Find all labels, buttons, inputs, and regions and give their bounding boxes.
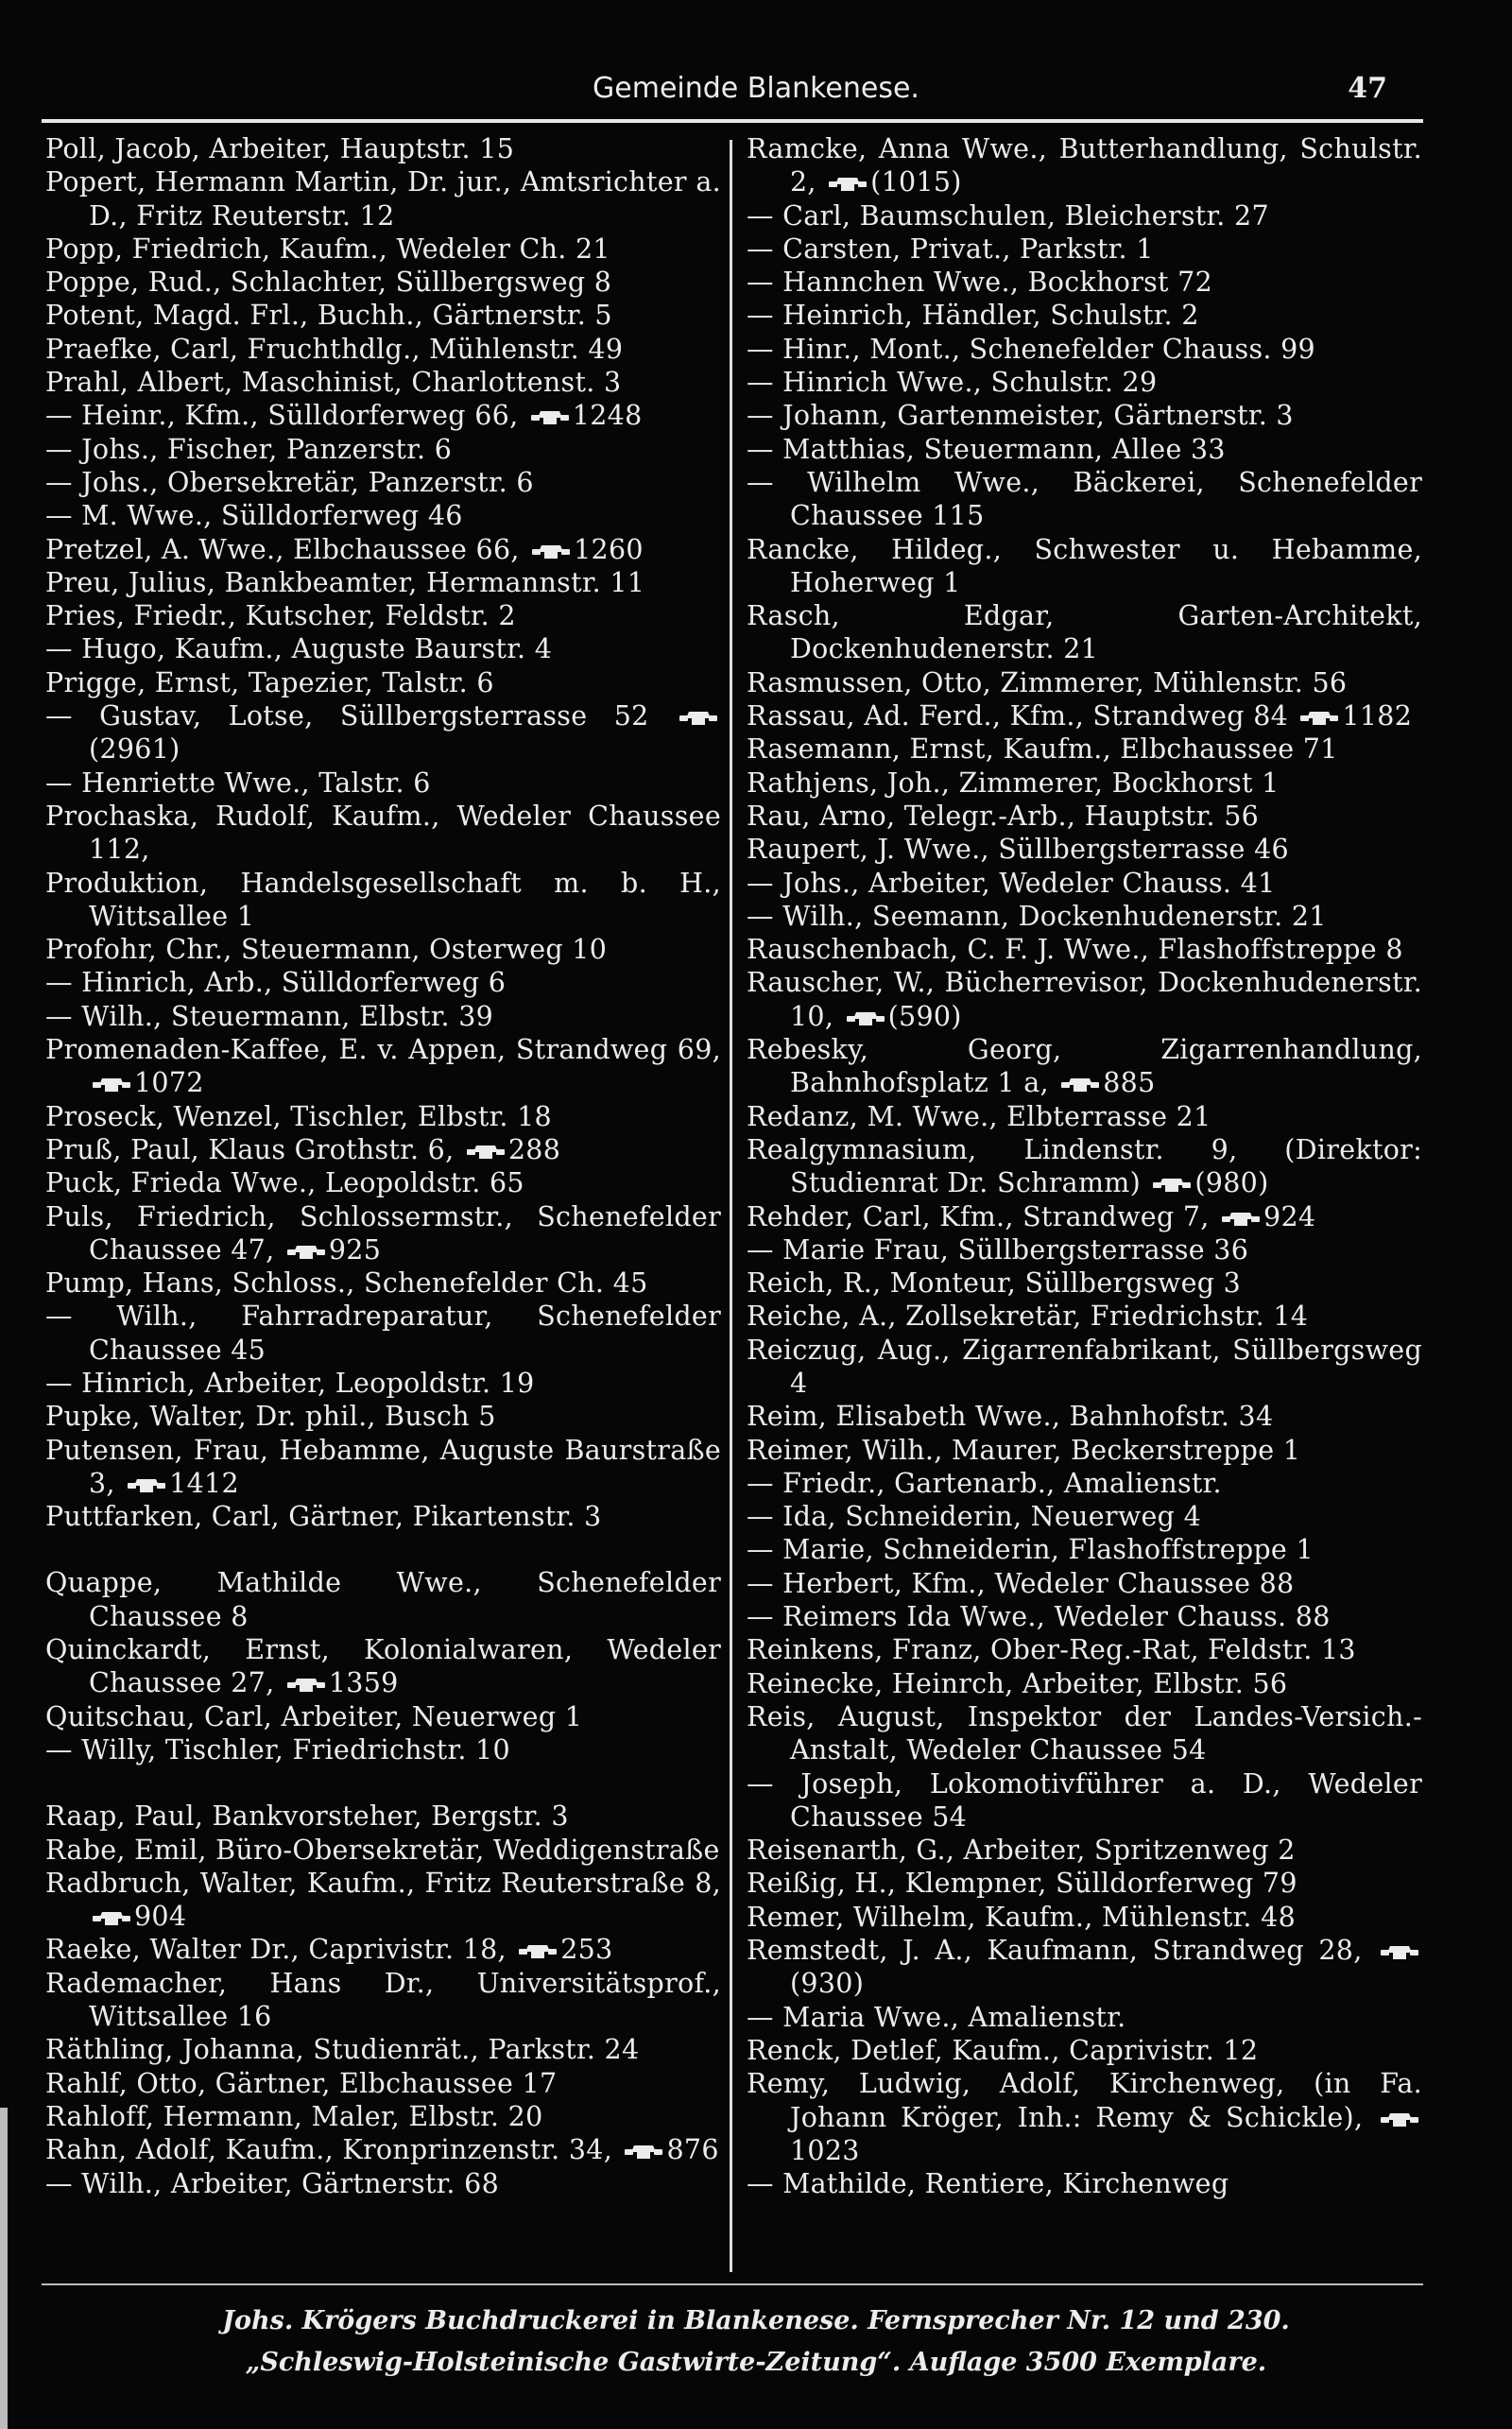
entry-text: — Matthias, Steuermann, Allee 33 — [747, 433, 1226, 465]
entry-text: Reich, R., Monteur, Süllbergsweg 3 — [747, 1267, 1242, 1300]
directory-entry — [747, 433, 1422, 466]
entry-text: — Joseph, Lokomotivführer a. D., Wedeler Chaussee 54 — [747, 1767, 1422, 1833]
footer-newspaper: „Schleswig-Holsteinische Gastwirte-Zeitung“. Auflage 3500 Exemplare. — [245, 2348, 1267, 2377]
directory-entry — [747, 767, 1422, 800]
entry-text: — Maria Wwe., Amalienstr. — [747, 2001, 1126, 2033]
directory-entry — [747, 466, 1422, 533]
entry-text: Rebesky, Georg, Zigarrenhandlung, Bahnhofsplatz 1 a, — [747, 1034, 1422, 1099]
directory-entry — [45, 1000, 721, 1033]
phone-number: (930) — [790, 1968, 865, 2000]
directory-entry — [747, 833, 1422, 866]
entry-text: — Ida, Schneiderin, Neuerweg 4 — [747, 1501, 1202, 1533]
directory-entry — [45, 433, 721, 466]
directory-entry — [45, 1300, 721, 1367]
directory-entry — [45, 666, 721, 699]
directory-entry — [45, 1133, 721, 1166]
entry-text: Quinckardt, Ernst, Kolonialwaren, Wedeler Chaussee 27, — [45, 1634, 721, 1699]
entry-text: Praefke, Carl, Fruchthdlg., Mühlenstr. 49 — [45, 333, 624, 365]
phone-number: 288 — [507, 1133, 561, 1165]
entry-text: — Wilh., Fahrradreparatur, Schenefelder Chaussee 45 — [45, 1301, 721, 1366]
entry-text: Rauschenbach, C. F. J. Wwe., Flashoffstreppe 8 — [747, 934, 1403, 966]
directory-entry — [45, 1100, 721, 1133]
entry-text: Preu, Julius, Bankbeamter, Hermannstr. 11 — [45, 566, 645, 598]
phone-number: 885 — [1103, 1067, 1156, 1099]
directory-entry — [45, 1700, 721, 1733]
directory-entry — [45, 1800, 721, 1833]
entry-text: — Wilh., Steuermann, Elbstr. 39 — [45, 1000, 494, 1032]
directory-entry — [747, 599, 1422, 666]
entry-text: — Hinrich, Arb., Sülldorferweg 6 — [45, 967, 507, 999]
telephone-icon — [1061, 1077, 1099, 1093]
directory-entry — [747, 299, 1422, 332]
directory-entry — [747, 199, 1422, 233]
entry-text: — Heinrich, Händler, Schulstr. 2 — [747, 300, 1199, 332]
entry-text: Rahlf, Otto, Gärtner, Elbchaussee 17 — [45, 2067, 558, 2099]
entry-text: Rabe, Emil, Büro-Obersekretär, Weddigenstraße — [45, 1834, 720, 1866]
entry-text: Quappe, Mathilde Wwe., Schenefelder Chaussee 8 — [45, 1567, 721, 1632]
directory-entry — [45, 2100, 721, 2133]
directory-entry — [45, 2133, 721, 2166]
directory-entry — [45, 132, 721, 165]
directory-entry — [45, 1266, 721, 1300]
entry-text: — Johann, Gartenmeister, Gärtnerstr. 3 — [747, 400, 1294, 432]
directory-entry — [45, 566, 721, 599]
entry-text: Raupert, J. Wwe., Süllbergsterrasse 46 — [747, 834, 1289, 866]
entry-text: Reiczug, Aug., Zigarrenfabrikant, Süllbergsweg 4 — [747, 1334, 1422, 1399]
telephone-icon — [847, 1010, 885, 1026]
entry-text: Pupke, Walter, Dr. phil., Busch 5 — [45, 1401, 496, 1433]
entry-text: — Hinrich, Arbeiter, Leopoldstr. 19 — [45, 1367, 535, 1399]
entry-text: Rancke, Hildeg., Schwester u. Hebamme, Hoherweg 1 — [747, 533, 1422, 598]
directory-entry — [45, 533, 721, 566]
entry-text: Radbruch, Walter, Kaufm., Fritz Reuterstraße 8, — [45, 1867, 721, 1899]
entry-text: Prochaska, Rudolf, Kaufm., Wedeler Chaussee 112, — [45, 800, 721, 866]
directory-entry — [747, 1400, 1422, 1433]
entry-text: Prigge, Ernst, Tapezier, Talstr. 6 — [45, 666, 494, 698]
directory-entry — [747, 800, 1422, 833]
directory-entry — [747, 1700, 1422, 1767]
directory-entry — [747, 2167, 1422, 2200]
entry-text: Remstedt, J. A., Kaufmann, Strandweg 28, — [747, 1935, 1363, 1967]
entry-text: Rahloff, Hermann, Maler, Elbstr. 20 — [45, 2100, 543, 2132]
section-gap — [45, 1533, 721, 1566]
entry-text: Remer, Wilhelm, Kaufm., Mühlenstr. 48 — [747, 1901, 1297, 1933]
entry-text: Reinecke, Heinrch, Arbeiter, Elbstr. 56 — [747, 1667, 1288, 1699]
entry-text: Pump, Hans, Schloss., Schenefelder Ch. 45 — [45, 1267, 648, 1300]
entry-text: Reis, August, Inspektor der Landes-Versich.-Anstalt, Wedeler Chaussee 54 — [747, 1700, 1422, 1766]
entry-text: Raap, Paul, Bankvorsteher, Bergstr. 3 — [45, 1800, 569, 1833]
directory-entry — [747, 1266, 1422, 1300]
entry-text: Remy, Ludwig, Adolf, Kirchenweg, (in Fa. Johann Kröger, Inh.: Remy & Schickle), — [747, 2068, 1422, 2133]
entry-text: Redanz, M. Wwe., Elbterrasse 21 — [747, 1100, 1211, 1132]
entry-text: Popp, Friedrich, Kaufm., Wedeler Ch. 21 — [45, 233, 610, 265]
entry-text: Promenaden-Kaffee, E. v. Appen, Strandweg 69, — [45, 1034, 721, 1066]
directory-entry — [747, 1600, 1422, 1633]
directory-entry — [45, 599, 721, 632]
directory-entry — [747, 732, 1422, 766]
directory-entry — [747, 1867, 1422, 1900]
directory-entry — [747, 266, 1422, 299]
directory-entry — [747, 1500, 1422, 1533]
directory-entry — [747, 2001, 1422, 2034]
directory-entry — [45, 1867, 721, 1934]
directory-entry — [45, 699, 721, 767]
phone-number: 1248 — [572, 400, 643, 432]
phone-number: 1072 — [134, 1067, 204, 1099]
directory-entry — [45, 366, 721, 399]
directory-entry — [45, 1967, 721, 2034]
page-title: Gemeinde Blankenese. — [593, 72, 919, 105]
directory-entry — [747, 666, 1422, 699]
entry-text: — Mathilde, Rentiere, Kirchenweg — [747, 2168, 1229, 2200]
directory-entry — [45, 2167, 721, 2200]
entry-text: — Marie, Schneiderin, Flashoffstreppe 1 — [747, 1534, 1314, 1566]
entry-text: — Friedr., Gartenarb., Amalienstr. — [747, 1467, 1222, 1499]
directory-entry — [747, 1767, 1422, 1835]
directory-entry — [45, 933, 721, 966]
directory-entry — [747, 1300, 1422, 1333]
directory-entry — [45, 1400, 721, 1433]
entry-text: Rasemann, Ernst, Kaufm., Elbchaussee 71 — [747, 733, 1338, 766]
entry-text: Rasmussen, Otto, Zimmerer, Mühlenstr. 56 — [747, 666, 1348, 698]
telephone-icon — [1300, 710, 1338, 726]
directory-entry — [747, 233, 1422, 266]
phone-number: 1182 — [1342, 700, 1413, 732]
entry-text: — Willy, Tischler, Friedrichstr. 10 — [45, 1733, 510, 1766]
phone-number: 925 — [328, 1233, 382, 1266]
telephone-icon — [1381, 2111, 1418, 2128]
entry-text: Puck, Frieda Wwe., Leopoldstr. 65 — [45, 1167, 524, 1199]
entry-text: Pries, Friedr., Kutscher, Feldstr. 2 — [45, 600, 516, 632]
phone-number: 1260 — [574, 533, 644, 565]
entry-text: Profohr, Chr., Steuermann, Osterweg 10 — [45, 934, 608, 966]
directory-entry — [45, 1033, 721, 1100]
directory-entry — [747, 933, 1422, 966]
page-edge-mark — [0, 2108, 8, 2429]
directory-entry — [45, 1566, 721, 1633]
directory-entry — [747, 366, 1422, 399]
directory-entry — [747, 1233, 1422, 1266]
phone-number: 904 — [134, 1901, 187, 1933]
directory-entry — [45, 1733, 721, 1766]
directory-entry — [45, 466, 721, 499]
directory-entry — [45, 266, 721, 299]
directory-entry — [747, 1133, 1422, 1200]
entry-text: Realgymnasium, Lindenstr. 9, (Direktor: Studienrat Dr. Schramm) — [747, 1133, 1422, 1199]
right-column — [747, 132, 1422, 2200]
entry-text: Prahl, Albert, Maschinist, Charlottenst. 3 — [45, 367, 622, 399]
directory-entry — [747, 900, 1422, 933]
phone-number: (1015) — [870, 166, 962, 198]
telephone-icon — [1381, 1944, 1418, 1960]
entry-text: — Carl, Baumschulen, Bleicherstr. 27 — [747, 199, 1269, 232]
directory-entry — [747, 1467, 1422, 1500]
directory-entry — [45, 1166, 721, 1199]
entry-text: Puls, Friedrich, Schlossermstr., Schenefelder Chaussee 47, — [45, 1200, 721, 1266]
directory-entry — [45, 1367, 721, 1400]
directory-entry — [747, 132, 1422, 199]
entry-text: Reim, Elisabeth Wwe., Bahnhofstr. 34 — [747, 1401, 1274, 1433]
directory-entry — [747, 1667, 1422, 1700]
phone-number: 1023 — [790, 2134, 860, 2166]
phone-number: 876 — [666, 2134, 719, 2166]
telephone-icon — [519, 1943, 557, 1959]
directory-entry — [747, 1934, 1422, 2001]
entry-text: — Reimers Ida Wwe., Wedeler Chauss. 88 — [747, 1601, 1331, 1633]
directory-entry — [747, 867, 1422, 900]
telephone-icon — [531, 409, 569, 425]
telephone-icon — [467, 1144, 505, 1160]
entry-text: Poppe, Rud., Schlachter, Süllbergsweg 8 — [45, 267, 612, 299]
directory-entry — [45, 966, 721, 999]
entry-text: Reisenarth, G., Arbeiter, Spritzenweg 2 — [747, 1835, 1296, 1867]
entry-text: Rau, Arno, Telegr.-Arb., Hauptstr. 56 — [747, 800, 1260, 832]
directory-entry — [747, 1633, 1422, 1666]
directory-entry — [45, 632, 721, 665]
section-gap — [45, 1766, 721, 1800]
left-column — [45, 132, 721, 2200]
entry-text: — Hinr., Mont., Schenefelder Chauss. 99 — [747, 333, 1315, 365]
directory-entry — [45, 867, 721, 934]
entry-text: Renck, Detlef, Kaufm., Caprivistr. 12 — [747, 2034, 1259, 2066]
directory-entry — [45, 333, 721, 366]
entry-text: Poll, Jacob, Arbeiter, Hauptstr. 15 — [45, 133, 515, 164]
telephone-icon — [532, 543, 570, 560]
entry-text: — Wilhelm Wwe., Bäckerei, Schenefelder Chaussee 115 — [747, 466, 1422, 532]
entry-text: Reißig, H., Klempner, Sülldorferweg 79 — [747, 1868, 1297, 1900]
telephone-icon — [287, 1244, 325, 1260]
directory-entry — [747, 1200, 1422, 1233]
directory-entry — [747, 1434, 1422, 1467]
directory-entry — [45, 499, 721, 532]
page-number: 47 — [1348, 72, 1387, 105]
directory-entry — [747, 333, 1422, 366]
directory-entry — [45, 399, 721, 432]
directory-entry — [45, 1500, 721, 1533]
directory-entry — [45, 1933, 721, 1966]
entry-text: Reinkens, Franz, Ober-Reg.-Rat, Feldstr. 13 — [747, 1634, 1356, 1666]
entry-text: Rasch, Edgar, Garten-Architekt, Dockenhudenerstr. 21 — [747, 600, 1422, 665]
column-divider — [730, 140, 732, 2272]
directory-entry — [45, 2067, 721, 2100]
entry-text: Putensen, Frau, Hebamme, Auguste Baurstraße 3, — [45, 1434, 721, 1499]
entry-text: — Marie Frau, Süllbergsterrasse 36 — [747, 1233, 1249, 1266]
directory-entry — [747, 1834, 1422, 1867]
directory-entry — [45, 767, 721, 800]
directory-entry — [45, 299, 721, 332]
directory-entry — [747, 1334, 1422, 1401]
entry-text: Ramcke, Anna Wwe., Butterhandlung, Schulstr. 2, — [747, 133, 1422, 198]
entry-text: — Hannchen Wwe., Bockhorst 72 — [747, 267, 1213, 299]
directory-entry — [747, 1033, 1422, 1100]
directory-entry — [747, 1901, 1422, 1934]
directory-entry — [747, 2034, 1422, 2067]
entry-text: Proseck, Wenzel, Tischler, Elbstr. 18 — [45, 1100, 552, 1132]
entry-text: Rademacher, Hans Dr., Universitätsprof., Wittsallee 16 — [45, 1967, 721, 2033]
entry-text: Potent, Magd. Frl., Buchh., Gärtnerstr. 5 — [45, 300, 612, 332]
entry-text: — Wilh., Arbeiter, Gärtnerstr. 68 — [45, 2167, 500, 2199]
entry-text: Produktion, Handelsgesellschaft m. b. H., Wittsallee 1 — [45, 867, 721, 932]
directory-entry — [45, 1834, 721, 1867]
entry-text: — Johs., Fischer, Panzerstr. 6 — [45, 433, 453, 465]
entry-text: Rauscher, W., Bücherrevisor, Dockenhudenerstr. 10, — [747, 967, 1422, 1032]
phone-number: (980) — [1194, 1167, 1269, 1199]
directory-entry — [747, 699, 1422, 732]
phone-number: 1359 — [328, 1667, 399, 1699]
entry-text: — Wilh., Seemann, Dockenhudenerstr. 21 — [747, 900, 1327, 932]
entry-text: Räthling, Johanna, Studienrät., Parkstr. 24 — [45, 2034, 640, 2066]
entry-text: — Johs., Obersekretär, Panzerstr. 6 — [45, 466, 534, 498]
phone-number: 924 — [1263, 1200, 1316, 1232]
directory-entry — [747, 1100, 1422, 1133]
entry-text: Reiche, A., Zollsekretär, Friedrichstr. 14 — [747, 1301, 1309, 1333]
entry-text: — Carsten, Privat., Parkstr. 1 — [747, 233, 1154, 265]
entry-text: Puttfarken, Carl, Gärtner, Pikartenstr. 3 — [45, 1501, 602, 1533]
directory-entry — [45, 233, 721, 266]
directory-entry — [45, 165, 721, 233]
entry-text: Raeke, Walter Dr., Caprivistr. 18, — [45, 1934, 507, 1966]
directory-entry — [45, 1200, 721, 1267]
telephone-icon — [625, 2144, 662, 2160]
telephone-icon — [287, 1677, 325, 1693]
entry-text: Pretzel, A. Wwe., Elbchaussee 66, — [45, 533, 520, 565]
directory-entry — [747, 399, 1422, 432]
directory-entry — [45, 800, 721, 867]
phone-number: 1412 — [169, 1467, 239, 1499]
phone-number: (2961) — [89, 733, 180, 766]
header-rule — [42, 119, 1423, 123]
phone-number: (590) — [887, 1000, 962, 1032]
entry-text: Rathjens, Joh., Zimmerer, Bockhorst 1 — [747, 767, 1280, 799]
directory-entry — [747, 1533, 1422, 1566]
entry-text: — M. Wwe., Sülldorferweg 46 — [45, 500, 463, 532]
entry-text: — Hinrich Wwe., Schulstr. 29 — [747, 367, 1158, 399]
entry-text: Rehder, Carl, Kfm., Strandweg 7, — [747, 1200, 1210, 1232]
telephone-icon — [93, 1077, 130, 1093]
entry-text: Popert, Hermann Martin, Dr. jur., Amtsrichter a. D., Fritz Reuterstr. 12 — [45, 166, 721, 232]
entry-text: — Johs., Arbeiter, Wedeler Chauss. 41 — [747, 867, 1276, 899]
directory-entry — [45, 2033, 721, 2066]
entry-text: Pruß, Paul, Klaus Grothstr. 6, — [45, 1133, 455, 1165]
entry-text: — Herbert, Kfm., Wedeler Chaussee 88 — [747, 1567, 1295, 1599]
directory-entry — [747, 533, 1422, 600]
telephone-icon — [1153, 1177, 1191, 1193]
telephone-icon — [128, 1477, 165, 1493]
telephone-icon — [1222, 1211, 1260, 1227]
directory-entry — [747, 1567, 1422, 1600]
entry-text: — Heinr., Kfm., Sülldorferweg 66, — [45, 400, 519, 432]
entry-text: Quitschau, Carl, Arbeiter, Neuerweg 1 — [45, 1700, 583, 1732]
directory-entry — [45, 1633, 721, 1700]
entry-text: Reimer, Wilh., Maurer, Beckerstreppe 1 — [747, 1434, 1301, 1466]
footer-publisher: Johs. Krögers Buchdruckerei in Blankenese. Fernsprecher Nr. 12 und 230. — [222, 2306, 1290, 2335]
entry-text: Rahn, Adolf, Kaufm., Kronprinzenstr. 34, — [45, 2134, 613, 2166]
entry-text: — Hugo, Kaufm., Auguste Baurstr. 4 — [45, 633, 553, 665]
entry-text: — Gustav, Lotse, Süllbergsterrasse 52 — [45, 700, 649, 732]
telephone-icon — [679, 710, 717, 726]
entry-text: Rassau, Ad. Ferd., Kfm., Strandweg 84 — [747, 700, 1289, 732]
footer-rule — [42, 2283, 1423, 2285]
directory-entry — [747, 2067, 1422, 2167]
telephone-icon — [829, 176, 867, 192]
directory-entry — [45, 1434, 721, 1501]
entry-text: — Henriette Wwe., Talstr. 6 — [45, 767, 431, 799]
directory-entry — [747, 966, 1422, 1033]
telephone-icon — [93, 1910, 130, 1926]
phone-number: 253 — [560, 1934, 613, 1966]
